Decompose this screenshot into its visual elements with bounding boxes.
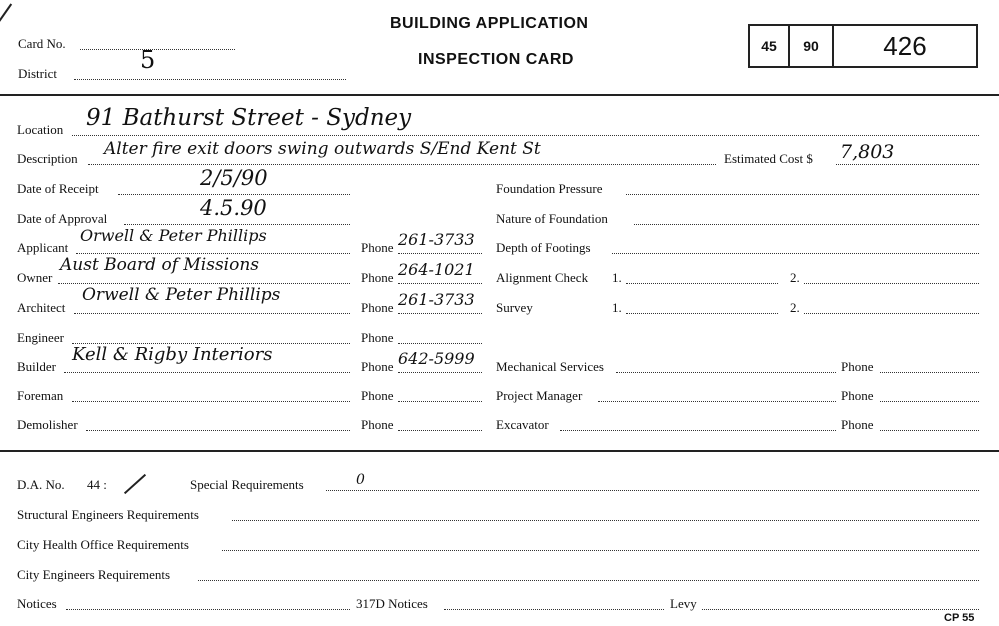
- date-approval-label: Date of Approval: [17, 211, 108, 226]
- description-value: Alter fire exit doors swing outwards S/End Kent St: [104, 139, 541, 159]
- health-label: City Health Office Requirements: [17, 537, 189, 552]
- excavator-line: [560, 430, 836, 431]
- excavator-phone-line: [880, 430, 979, 431]
- owner-phone-label: Phone: [361, 270, 394, 285]
- demolisher-phone-line: [398, 430, 482, 431]
- mechanical-line: [616, 372, 836, 373]
- applicant-phone-line: [398, 253, 482, 254]
- title-line-2: INSPECTION CARD: [418, 51, 574, 68]
- location-value: 91 Bathurst Street - Sydney: [86, 105, 412, 131]
- date-approval-line: [124, 224, 350, 225]
- survey-num-2: 2.: [790, 300, 800, 315]
- builder-line: [64, 372, 350, 373]
- architect-label: Architect: [17, 300, 66, 315]
- mechanical-phone-label: Phone: [841, 359, 874, 374]
- architect-line: [74, 313, 350, 314]
- district-value: 5: [140, 46, 156, 74]
- architect-phone-label: Phone: [361, 300, 394, 315]
- alignment-num-2: 2.: [790, 270, 800, 285]
- district-label: District: [18, 66, 57, 81]
- da-check-mark: [124, 474, 146, 494]
- card-no-label: Card No.: [18, 36, 66, 51]
- foreman-phone-label: Phone: [361, 388, 394, 403]
- builder-value: Kell & Rigby Interiors: [72, 344, 273, 365]
- architect-value: Orwell & Peter Phillips: [82, 285, 281, 305]
- title-line-1: BUILDING APPLICATION: [390, 15, 589, 32]
- structural-line: [232, 520, 979, 521]
- excavator-label: Excavator: [496, 417, 549, 432]
- builder-label: Builder: [17, 359, 56, 374]
- date-receipt-label: Date of Receipt: [17, 181, 99, 196]
- notices-317d-line: [444, 609, 664, 610]
- foreman-label: Foreman: [17, 388, 64, 403]
- estimated-cost-line: [836, 164, 979, 165]
- special-requirements-label: Special Requirements: [190, 477, 304, 492]
- foreman-phone-line: [398, 401, 482, 402]
- header-divider: [0, 94, 999, 96]
- form-code: CP 55: [944, 612, 975, 624]
- project-manager-label: Project Manager: [496, 388, 583, 403]
- engineer-phone-label: Phone: [361, 330, 394, 345]
- foundation-pressure-line: [626, 194, 979, 195]
- builder-phone-label: Phone: [361, 359, 394, 374]
- location-line: [72, 135, 979, 136]
- excavator-phone-label: Phone: [841, 417, 874, 432]
- owner-line: [58, 283, 350, 284]
- builder-phone: 642-5999: [398, 349, 475, 368]
- special-requirements-line: [326, 490, 979, 491]
- da-label: D.A. No.: [17, 477, 65, 492]
- estimated-cost-label: Estimated Cost $: [724, 151, 813, 166]
- alignment-check-label: Alignment Check: [496, 270, 589, 285]
- alignment-num-1: 1.: [612, 270, 622, 285]
- code-box-2: 90: [790, 26, 834, 66]
- location-label: Location: [17, 122, 64, 137]
- city-engineers-line: [198, 580, 979, 581]
- builder-phone-line: [398, 372, 482, 373]
- card-no-line: [80, 49, 235, 50]
- notices-line: [66, 609, 350, 610]
- mechanical-phone-line: [880, 372, 979, 373]
- description-label: Description: [17, 151, 78, 166]
- demolisher-label: Demolisher: [17, 417, 78, 432]
- engineer-phone-line: [398, 343, 482, 344]
- nature-foundation-label: Nature of Foundation: [496, 211, 608, 226]
- mechanical-label: Mechanical Services: [496, 359, 604, 374]
- foreman-line: [72, 401, 350, 402]
- estimated-cost-value: 7,803: [840, 141, 895, 163]
- depth-footings-label: Depth of Footings: [496, 240, 591, 255]
- date-receipt-value: 2/5/90: [200, 166, 268, 190]
- demolisher-line: [86, 430, 350, 431]
- card-number: 426: [883, 30, 927, 61]
- survey-num-1: 1.: [612, 300, 622, 315]
- alignment-line-2: [804, 283, 979, 284]
- project-manager-phone-line: [880, 401, 979, 402]
- card-code-box: [748, 24, 978, 68]
- architect-phone-line: [398, 313, 482, 314]
- city-engineers-label: City Engineers Requirements: [17, 567, 171, 582]
- levy-line: [702, 609, 979, 610]
- applicant-phone-label: Phone: [361, 240, 394, 255]
- depth-footings-line: [612, 253, 979, 254]
- da-number: 44 :: [87, 477, 107, 492]
- project-manager-line: [598, 401, 836, 402]
- corner-check-mark: [0, 3, 12, 22]
- district-line: [74, 79, 346, 80]
- engineer-label: Engineer: [17, 330, 64, 345]
- structural-label: Structural Engineers Requirements: [17, 507, 199, 522]
- architect-phone: 261-3733: [398, 290, 475, 309]
- notices-label: Notices: [17, 596, 57, 611]
- survey-line-2: [804, 313, 979, 314]
- applicant-label: Applicant: [17, 240, 69, 255]
- nature-foundation-line: [634, 224, 979, 225]
- owner-phone: 264-1021: [398, 260, 475, 279]
- applicant-line: [76, 253, 350, 254]
- project-manager-phone-label: Phone: [841, 388, 874, 403]
- owner-label: Owner: [17, 270, 53, 285]
- description-line: [88, 164, 716, 165]
- owner-phone-line: [398, 283, 482, 284]
- date-receipt-line: [118, 194, 350, 195]
- levy-label: Levy: [670, 596, 697, 611]
- date-approval-value: 4.5.90: [200, 196, 267, 220]
- middle-divider: [0, 450, 999, 452]
- survey-label: Survey: [496, 300, 533, 315]
- foundation-pressure-label: Foundation Pressure: [496, 181, 603, 196]
- owner-value: Aust Board of Missions: [60, 255, 260, 275]
- applicant-phone: 261-3733: [398, 230, 475, 249]
- special-requirements-value: 0: [356, 472, 365, 488]
- notices-317d-label: 317D Notices: [356, 596, 428, 611]
- code-box-1: 45: [750, 26, 790, 66]
- health-line: [222, 550, 979, 551]
- demolisher-phone-label: Phone: [361, 417, 394, 432]
- applicant-value: Orwell & Peter Phillips: [80, 226, 267, 245]
- alignment-line-1: [626, 283, 778, 284]
- survey-line-1: [626, 313, 778, 314]
